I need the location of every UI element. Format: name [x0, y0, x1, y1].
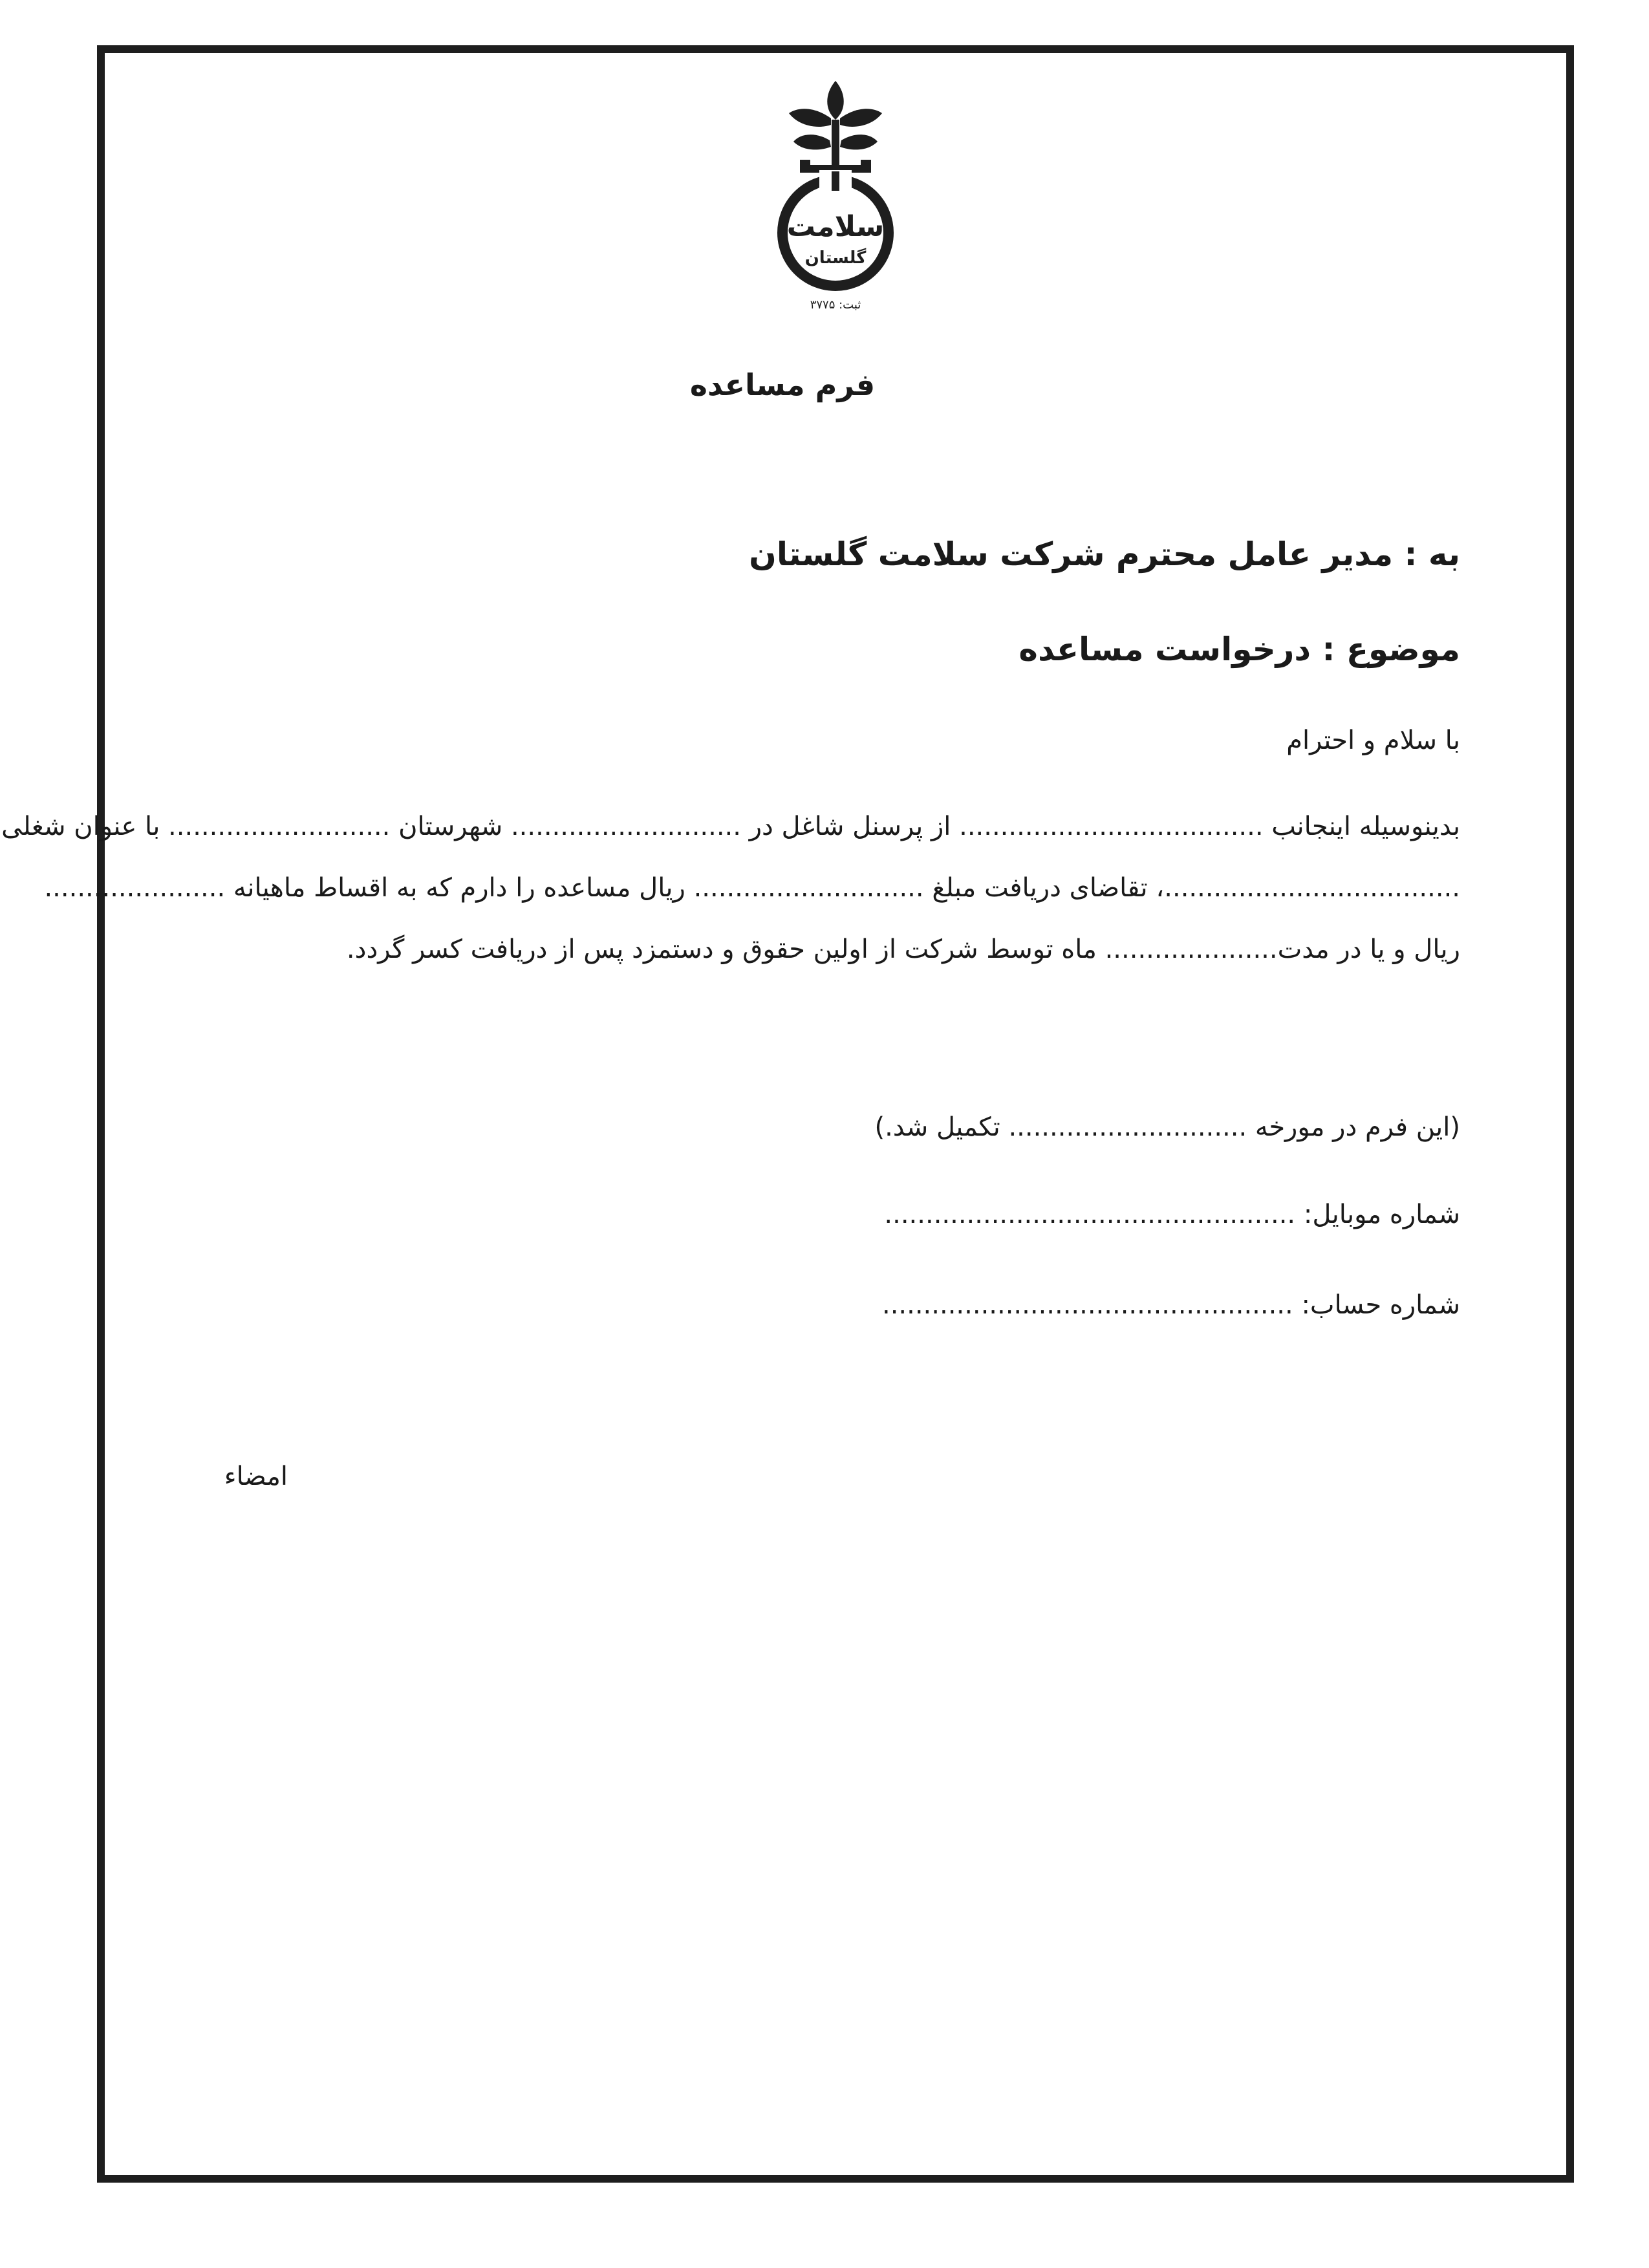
svg-text:ثبت: ۳۷۷۵: ثبت: ۳۷۷۵ — [810, 298, 861, 312]
request-paragraph-line-3: ریال و یا در مدت..................... ماه توسط شرکت از اولین حقوق و دستمزد پس از دریافت کسر گردد. — [346, 934, 1460, 964]
greeting: با سلام و احترام — [1286, 726, 1460, 755]
completion-date-line: (این فرم در مورخه ............................. تکمیل شد.) — [874, 1112, 1460, 1142]
svg-text:گلستان: گلستان — [804, 248, 867, 268]
request-paragraph-line-1: بدینوسیله اینجانب ..................................... از پرسنل شاغل در ............................ شهرستان ........................... با عنوان شغلی — [1, 812, 1460, 841]
company-logo — [760, 74, 912, 320]
recipient-line: به : مدیر عامل محترم شرکت سلامت گلستان — [749, 535, 1460, 573]
svg-text:سلامت: سلامت — [786, 210, 885, 243]
plant-sprout-logo-icon — [760, 74, 912, 320]
request-paragraph-line-2: ....................................، تقاضای دریافت مبلغ ............................ ریال مساعده را دارم که به اقساط ماهیانه ...................... — [44, 873, 1460, 903]
signature-label: امضاء — [224, 1462, 288, 1491]
form-title: فرم مساعده — [689, 367, 876, 402]
account-number-field: شماره حساب: .................................................. — [881, 1290, 1460, 1320]
subject-line: موضوع : درخواست مساعده — [1018, 631, 1460, 668]
mobile-number-field: شماره موبایل: .................................................. — [884, 1200, 1460, 1229]
